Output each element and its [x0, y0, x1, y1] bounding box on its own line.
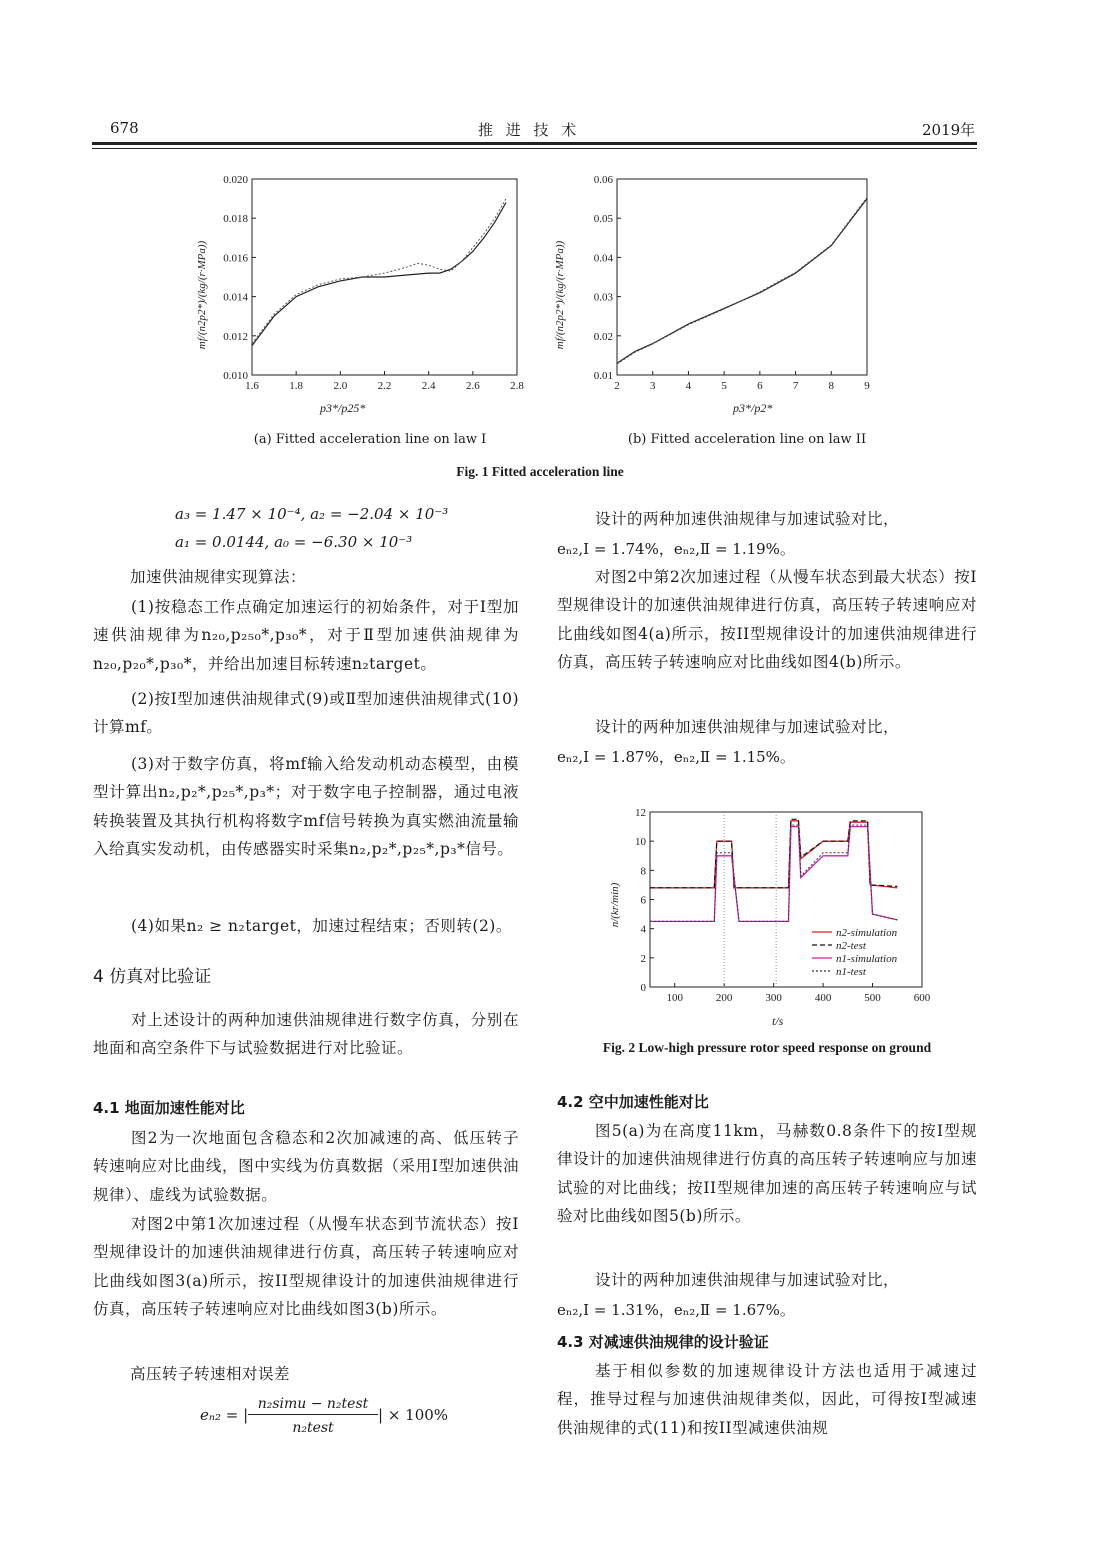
fig1b-chart: [545, 165, 885, 430]
heading-4-2: 4.2 空中加速性能对比: [557, 1093, 709, 1111]
series-line: [617, 197, 867, 364]
legend-label: n2-test: [836, 940, 866, 952]
paragraph-algorithm: 加速供油规律实现算法：: [130, 568, 307, 586]
fig2-title: Fig. 2 Low-high pressure rotor speed response on ground: [602, 1040, 932, 1055]
fig1a-chart: [180, 165, 550, 430]
fig1a-xlabel: p3*/p25*: [320, 401, 366, 415]
legend-label: n2-simulation: [836, 927, 898, 939]
x-tick-label: 2.0: [333, 380, 348, 392]
x-tick-label: 5: [721, 380, 727, 392]
paragraph-relative-error: 高压转子转速相对误差: [130, 1365, 291, 1383]
x-tick-label: 2: [614, 380, 620, 392]
paragraph-step4: (4)如果n₂ ≥ n₂target，加速过程结束；否则转(2)。: [131, 917, 512, 935]
fig1a-caption: (a) Fitted acceleration line on law I: [253, 432, 487, 447]
x-tick-label: 8: [828, 380, 835, 392]
page-number: 678: [110, 119, 139, 137]
y-tick-label: 0.018: [223, 213, 248, 226]
equation-en2-lhs: eₙ₂ = |: [200, 1406, 249, 1424]
x-tick-label: 200: [715, 992, 733, 1004]
y-tick-label: 10: [635, 836, 646, 849]
y-tick-label: 0.014: [223, 291, 248, 304]
paragraph-r3: 设计的两种加速供油规律与加速试验对比，: [595, 718, 900, 736]
series-line: [650, 819, 897, 888]
x-tick-label: 2.8: [510, 380, 524, 392]
heading-section-4: 4 仿真对比验证: [93, 967, 212, 987]
y-tick-label: 0.05: [593, 213, 613, 226]
x-tick-label: 600: [913, 992, 931, 1004]
plot-frame: [617, 179, 867, 375]
fig2-ylabel: n/(kr/min): [609, 882, 621, 928]
equation-en2-rhs: | × 100%: [378, 1406, 449, 1424]
paragraph-4-2-errors: eₙ₂,Ⅰ = 1.31%，eₙ₂,Ⅱ = 1.67%。: [557, 1301, 795, 1319]
y-tick-label: 12: [635, 807, 646, 819]
x-tick-label: 100: [666, 992, 683, 1004]
header-rule-thin: [92, 148, 977, 149]
x-tick-label: 4: [685, 380, 692, 392]
x-tick-label: 6: [757, 380, 763, 392]
x-tick-label: 400: [814, 992, 832, 1004]
fig2-xlabel: t/s: [772, 1014, 784, 1028]
paragraph-r3-errors: eₙ₂,Ⅰ = 1.87%，eₙ₂,Ⅱ = 1.15%。: [557, 748, 795, 766]
y-tick-label: 0.03: [593, 291, 613, 304]
paragraph-step3: (3)对于数字仿真，将mf输入给发动机动态模型，由模型计算出n₂,p₂*,p₂₅*,p₃*；对于数字电子控制器，通过电液转换装置及其执行机构将数字mf信号转换为真实燃油流量输入给真实发动机，由传感器实时采集n₂,p₂*,p₂₅*,p₃*信号。: [93, 755, 519, 859]
heading-4-1: 4.1 地面加速性能对比: [93, 1099, 245, 1117]
y-tick-label: 2: [640, 952, 646, 965]
equation-a3-a2: a₃ = 1.47 × 10⁻⁴, a₂ = −2.04 × 10⁻³: [175, 505, 449, 523]
x-tick-label: 3: [649, 380, 656, 392]
y-tick-label: 6: [640, 894, 646, 907]
y-tick-label: 0.04: [593, 252, 613, 265]
x-tick-label: 7: [792, 380, 799, 392]
x-tick-label: 500: [864, 992, 881, 1004]
y-tick-label: 0.020: [223, 174, 248, 186]
legend-label: n1-test: [836, 966, 866, 978]
paragraph-4-1-b: 对图2中第1次加速过程（从慢车状态到节流状态）按Ⅰ型规律设计的加速供油规律进行仿真，高压转子转速响应对比曲线如图3(a)所示，按II型规律设计的加速供油规律进行仿真，高压转子转速响应对比曲线如图3(b)所示。: [93, 1215, 519, 1319]
x-tick-label: 1.8: [289, 380, 304, 392]
paragraph-section-4: 对上述设计的两种加速供油规律进行数字仿真，分别在地面和高空条件下与试验数据进行对比验证。: [93, 1011, 519, 1058]
journal-title: 推 进 技 术: [478, 121, 581, 139]
heading-4-3: 4.3 对减速供油规律的设计验证: [557, 1333, 769, 1351]
paragraph-step2: (2)按Ⅰ型加速供油规律式(9)或Ⅱ型加速供油规律式(10)计算mf。: [93, 690, 519, 737]
x-tick-label: 2.6: [465, 380, 480, 392]
equation-en2-numerator: n₂simu − n₂test: [248, 1396, 378, 1415]
fig2-chart: [600, 800, 940, 1030]
y-tick-label: 0.06: [593, 174, 613, 186]
paragraph-r1-errors: eₙ₂,Ⅰ = 1.74%，eₙ₂,Ⅱ = 1.19%。: [557, 540, 795, 558]
x-tick-label: 2.2: [377, 380, 392, 392]
fig1-title: Fig. 1 Fitted acceleration line: [456, 464, 624, 479]
y-tick-label: 8: [640, 865, 646, 878]
header-rule-thick: [92, 142, 977, 145]
series-line: [650, 827, 897, 922]
paragraph-4-2: 图5(a)为在高度11km，马赫数0.8条件下的按Ⅰ型规律设计的加速供油规律进行仿真的高压转子转速响应与加速试验的对比曲线；按II型规律加速的高压转子转速响应与试验对比曲线如图5(b)所示。: [557, 1122, 977, 1226]
y-tick-label: 0.02: [593, 330, 613, 343]
y-tick-label: 0: [640, 982, 646, 994]
fig1a-ylabel: mf/(n2p2*)/(kg/(r·MPa)): [196, 240, 208, 350]
x-tick-label: 9: [864, 380, 870, 392]
series-line: [650, 821, 897, 888]
equation-a1-a0: a₁ = 0.0144, a₀ = −6.30 × 10⁻³: [175, 533, 413, 551]
paragraph-4-2-b: 设计的两种加速供油规律与加速试验对比，: [595, 1271, 900, 1289]
series-line: [650, 825, 897, 921]
paragraph-r2: 对图2中第2次加速过程（从慢车状态到最大状态）按Ⅰ型规律设计的加速供油规律进行仿真，高压转子转速响应对比曲线如图4(a)所示，按II型规律设计的加速供油规律进行仿真，高压转子转速响应对比曲线如图4(b)所示。: [557, 568, 977, 672]
y-tick-label: 0.010: [223, 370, 248, 382]
series-line: [617, 199, 867, 364]
x-tick-label: 300: [765, 992, 782, 1004]
x-tick-label: 1.6: [245, 380, 259, 392]
x-tick-label: 2.4: [421, 380, 436, 392]
year: 2019年: [922, 121, 976, 139]
paragraph-step1: (1)按稳态工作点确定加速运行的初始条件，对于Ⅰ型加速供油规律为n₂₀,p₂₅₀*,p₃₀*，对于Ⅱ型加速供油规律为n₂₀,p₂₀*,p₃₀*，并给出加速目标转速n₂target。: [93, 598, 519, 673]
y-tick-label: 4: [640, 923, 646, 936]
fig1b-caption: (b) Fitted acceleration line on law II: [627, 432, 867, 447]
y-tick-label: 0.01: [593, 370, 613, 382]
paragraph-r1: 设计的两种加速供油规律与加速试验对比，: [595, 510, 900, 528]
paragraph-4-3: 基于相似参数的加速规律设计方法也适用于减速过程，推导过程与加速供油规律类似，因此，可得按Ⅰ型减速供油规律的式(11)和按II型减速供油规: [557, 1362, 977, 1437]
legend-label: n1-simulation: [836, 953, 898, 965]
y-tick-label: 0.012: [223, 330, 248, 343]
equation-en2-denominator: n₂test: [292, 1420, 334, 1436]
fig1b-xlabel: p3*/p2*: [733, 401, 773, 415]
fig1b-ylabel: mf/(n2p2*)/(kg/(r·MPa)): [554, 240, 566, 350]
y-tick-label: 0.016: [223, 252, 248, 265]
series-line: [252, 199, 506, 344]
paragraph-4-1-a: 图2为一次地面包含稳态和2次加减速的高、低压转子转速响应对比曲线，图中实线为仿真数据（采用Ⅰ型加速供油规律）、虚线为试验数据。: [93, 1129, 519, 1204]
